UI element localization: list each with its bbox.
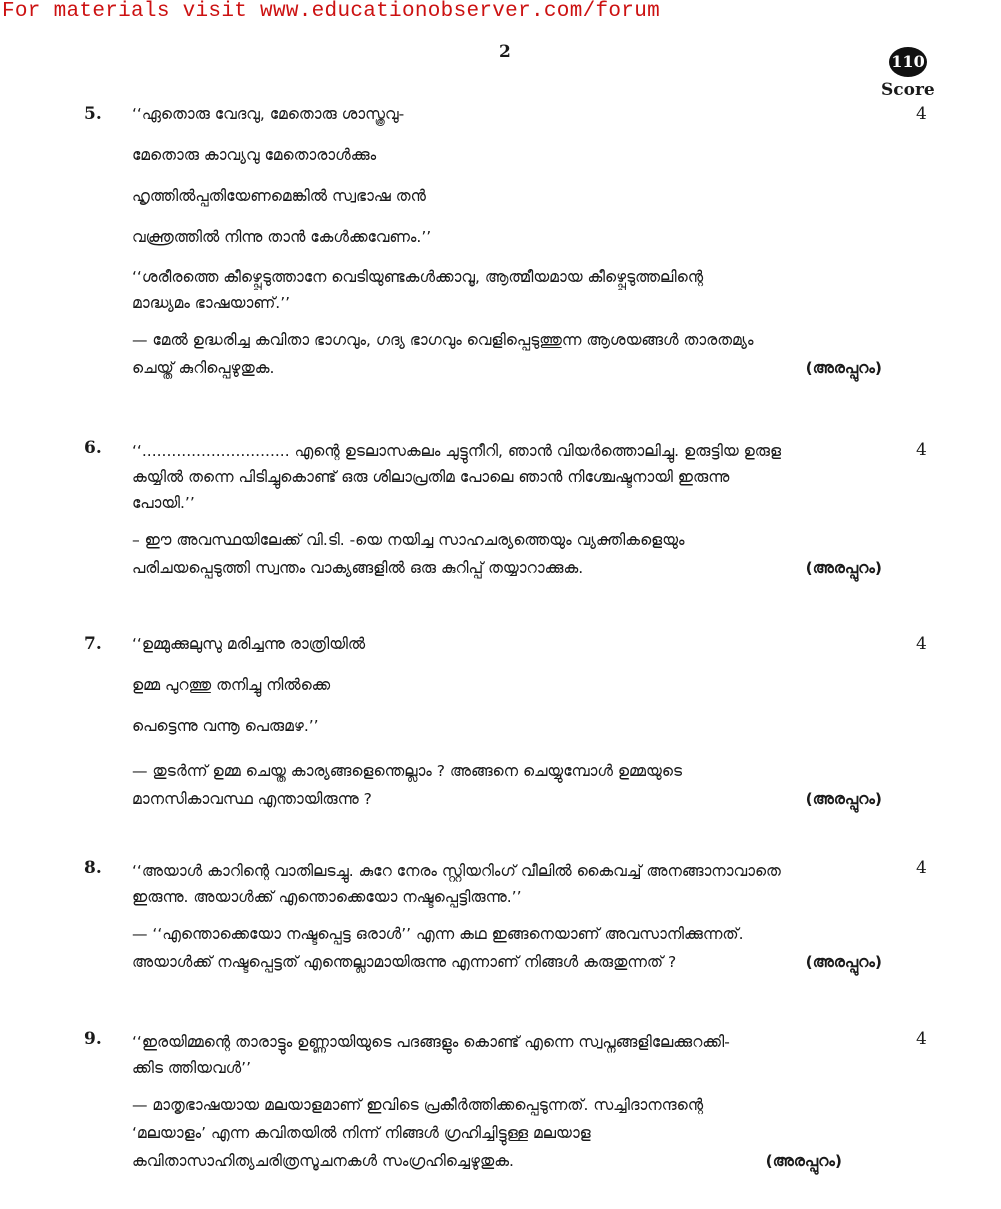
length-hint: (അരപ്പുറം) [805, 953, 882, 971]
question-number: 8. [84, 858, 102, 878]
passage-line: ‘‘അയാൾ കാറിന്റെ വാതിലടച്ചു. കുറേ നേരം സ്റ്റിയറിംഗ് വീലിൽ കൈവച്ച് അനങ്ങാനാവാതെ [132, 862, 781, 880]
poem-line: ‘‘ഏതൊരു വേദവു, മേതൊരു ശാസ്ത്രവു- [132, 105, 405, 123]
prose-line: മാദ്ധ്യമം ഭാഷയാണ്.’’ [132, 294, 291, 312]
passage-line: ‘‘.............................. എന്റെ ഉടലാസകലം ചുട്ടുനീറി, ഞാൻ വിയർത്തൊലിച്ചു. ഉരുട്ടിയ ഉരുള [132, 442, 782, 460]
question-number: 9. [84, 1029, 102, 1049]
task-line: അയാൾക്ക് നഷ്ടപ്പെട്ടത് എന്തെല്ലാമായിരുന്നു എന്നാണ് നിങ്ങൾ കരുതുന്നത് ? [132, 953, 677, 971]
task-line: — തുടർന്ന് ഉമ്മ ചെയ്ത കാര്യങ്ങളെന്തെല്ലാം ? അങ്ങനെ ചെയ്യുമ്പോൾ ഉമ്മയുടെ [132, 762, 683, 780]
question-number: 5. [84, 104, 102, 124]
poem-line: പെട്ടെന്നു വന്നൂ പെരുമഴ.’’ [132, 717, 319, 735]
length-hint: (അരപ്പുറം) [765, 1152, 842, 1170]
score-label: Score [881, 80, 935, 100]
task-line: ‘മലയാളം’ എന്ന കവിതയിൽ നിന്ന് നിങ്ങൾ ഗ്രഹിച്ചിട്ടുള്ള മലയാള [132, 1124, 591, 1142]
passage-line: ഇരുന്നു. അയാൾക്ക് എന്തൊക്കെയോ നഷ്ടപ്പെട്ടിരുന്നു.’’ [132, 888, 522, 906]
score-total-badge: 110 [889, 47, 927, 77]
length-hint: (അരപ്പുറം) [805, 790, 882, 808]
question-marks: 4 [916, 858, 927, 878]
question-number: 6. [84, 438, 102, 458]
task-line: മാനസികാവസ്ഥ എന്തായിരുന്നു ? [132, 790, 372, 808]
question-number: 7. [84, 634, 102, 654]
task-line: — ‘‘എന്തൊക്കെയോ നഷ്ടപ്പെട്ട ഒരാൾ’’ എന്ന കഥ ഇങ്ങനെയാണ് അവസാനിക്കുന്നത്. [132, 925, 744, 943]
task-line: പരിചയപ്പെടുത്തി സ്വന്തം വാക്യങ്ങളിൽ ഒരു കുറിപ്പ് തയ്യാറാക്കുക. [132, 559, 584, 577]
question-marks: 4 [916, 440, 927, 460]
task-line: കവിതാസാഹിത്യചരിത്രസൂചനകൾ സംഗ്രഹിച്ചെഴുതുക. [132, 1152, 514, 1170]
passage-line: പോയി.’’ [132, 494, 195, 512]
passage-line: കയ്യിൽ തന്നെ പിടിച്ചുകൊണ്ട് ഒരു ശിലാപ്രതിമ പോലെ ഞാൻ നിശ്ചേഷ്ടനായി ഇരുന്നു [132, 468, 730, 486]
passage-line: ‘‘ഇരയിമ്മന്റെ താരാട്ടും ഉണ്ണായിയുടെ പദങ്ങളും കൊണ്ട് എന്നെ സ്വപ്നങ്ങളിലേക്കുറക്കി- [132, 1033, 730, 1051]
passage-line: ക്കിട ത്തിയവൾ’’ [132, 1059, 252, 1077]
task-line: — മാതൃഭാഷയായ മലയാളമാണ് ഇവിടെ പ്രകീർത്തിക്കപ്പെടുന്നത്. സച്ചിദാനന്ദന്റെ [132, 1096, 704, 1114]
poem-line: ഉമ്മ പുറത്തു തനിച്ചു നിൽക്കെ [132, 676, 331, 694]
task-line: ചെയ്ത് കുറിപ്പെഴുതുക. [132, 359, 275, 377]
task-line: — മേൽ ഉദ്ധരിച്ച കവിതാ ഭാഗവും, ഗദ്യ ഭാഗവും വെളിപ്പെടുത്തുന്ന ആശയങ്ങൾ താരതമ്യം [132, 331, 754, 349]
page-number: 2 [499, 42, 511, 62]
question-marks: 4 [916, 104, 927, 124]
prose-line: ‘‘ശരീരത്തെ കീഴ്പ്പെടുത്താനേ വെടിയുണ്ടകൾക്കാവൂ, ആത്മീയമായ കീഴ്പ്പെടുത്തലിന്റെ [132, 268, 704, 286]
poem-line: മേതൊരു കാവ്യവു മേതൊരാൾക്കും [132, 146, 377, 164]
task-line: – ഈ അവസ്ഥയിലേക്ക് വി.ടി. -യെ നയിച്ച സാഹചര്യത്തെയും വ്യക്തികളെയും [132, 531, 685, 549]
poem-line: ‘‘ഉമ്മുക്കുലുസു മരിച്ചന്നു രാത്രിയിൽ [132, 635, 366, 653]
poem-line: വക്ത്രത്തിൽ നിന്നു താൻ കേൾക്കവേണം.’’ [132, 228, 432, 246]
question-marks: 4 [916, 634, 927, 654]
length-hint: (അരപ്പുറം) [805, 559, 882, 577]
length-hint: (അരപ്പുറം) [805, 359, 882, 377]
site-banner: For materials visit www.educationobserver.com/forum [2, 0, 661, 23]
poem-line: ഹൃത്തിൽപ്പതിയേണമെങ്കിൽ സ്വഭാഷ തൻ [132, 187, 426, 205]
question-marks: 4 [916, 1029, 927, 1049]
